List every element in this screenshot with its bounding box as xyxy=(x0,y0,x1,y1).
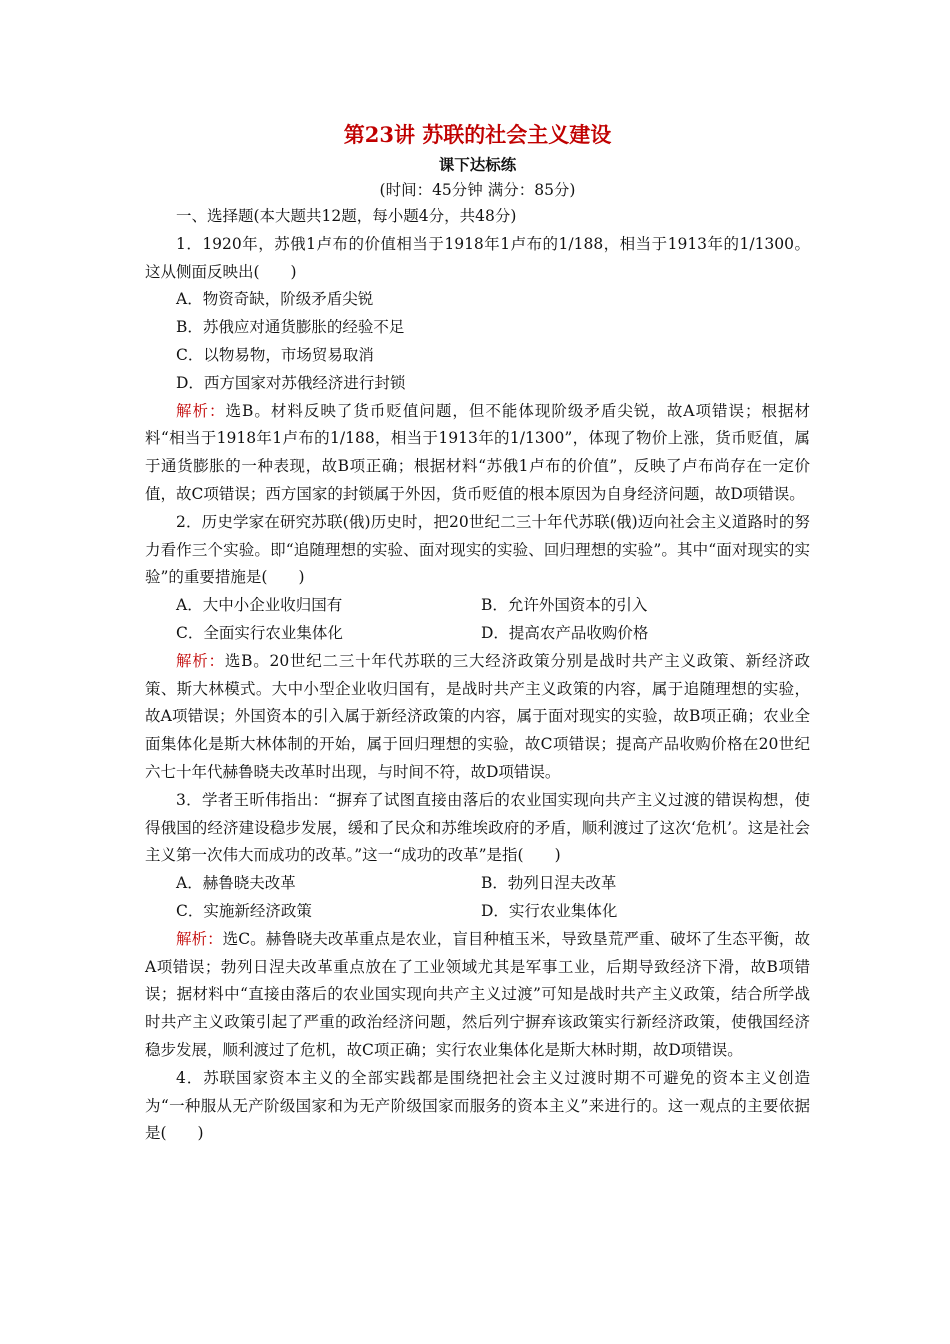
question-option: B．勃列日涅夫改革 xyxy=(481,874,617,893)
question-option: B．苏俄应对通货膨胀的经验不足 xyxy=(176,318,405,337)
option-row xyxy=(145,620,810,648)
analysis-label: 解析： xyxy=(176,651,225,670)
question-option: D．西方国家对苏俄经济进行封锁 xyxy=(176,373,406,392)
analysis-text: 选C。赫鲁晓夫改革重点是农业，盲目种植玉米，导致垦荒严重、破坏了生态平衡，故A项错误；勃列日涅夫改革重点放在了工业领域尤其是军事工业，后期导致经济下滑，故B项错误；据材料中“直接由落后的农业国实现向共产主义过渡”可知是战时共产主义政策，结合所学战时共产主义政策引起了严重的政治经济问题，然后列宁摒弃该政策实行新经济政策，使俄国经济稳步发展，顺利渡过了危机，故C项正确；实行农业集体化是斯大林时期，故D项错误。 xyxy=(145,929,810,1059)
document-page xyxy=(145,118,810,1148)
option-row xyxy=(145,870,810,898)
analysis-label: 解析： xyxy=(176,929,223,948)
analysis-paragraph xyxy=(145,926,810,1065)
question-stem: 1．1920年，苏俄1卢布的价值相当于1918年1卢布的1/188，相当于1913年的1/1300。这从侧面反映出( ) xyxy=(145,234,810,281)
question-option: B．允许外国资本的引入 xyxy=(481,596,648,615)
analysis-paragraph xyxy=(145,398,810,509)
analysis-paragraph xyxy=(145,648,810,787)
question-option: D．提高农产品收购价格 xyxy=(481,623,649,642)
option-row xyxy=(145,898,810,926)
option-row xyxy=(145,592,810,620)
question-option: A．大中小企业收归国有 xyxy=(176,596,343,615)
section-heading: 一、选择题(本大题共12题，每小题4分，共48分) xyxy=(176,207,517,225)
analysis-text: 选B。20世纪二三十年代苏联的三大经济政策分别是战时共产主义政策、新经济政策、斯大林模式。大中小型企业收归国有，是战时共产主义政策的内容，属于追随理想的实验，故A项错误；外国资本的引入属于新经济政策的内容，属于面对现实的实验，故B项正确；农业全面集体化是斯大林体制的开始，属于回归理想的实验，故C项错误；提高产品收购价格在20世纪六七十年代赫鲁晓夫改革时出现，与时间不符，故D项错误。 xyxy=(145,651,810,781)
page-subtitle: 课下达标练 xyxy=(438,155,517,174)
analysis-label: 解析： xyxy=(176,401,226,420)
question-option: C．全面实行农业集体化 xyxy=(176,623,343,642)
question-stem: 3．学者王昕伟指出：“摒弃了试图直接由落后的农业国实现向共产主义过渡的错误构想，使得俄国的经济建设稳步发展，缓和了民众和苏维埃政府的矛盾，顺利渡过了这次‘危机’。这是社会主义第一次伟大而成功的改革。”这一“成功的改革”是指( ) xyxy=(145,790,810,865)
analysis-text: 选B。材料反映了货币贬值问题，但不能体现阶级矛盾尖锐，故A项错误；根据材料“相当于1918年1卢布的1/188，相当于1913年的1/1300”，体现了物价上涨，货币贬值，属于通货膨胀的一种表现，故B项正确；根据材料“苏俄1卢布的价值”，反映了卢布尚存在一定价值，故C项错误；西方国家的封锁属于外因，货币贬值的根本原因为自身经济问题，故D项错误。 xyxy=(145,401,810,503)
question-option: A．赫鲁晓夫改革 xyxy=(176,874,296,893)
question-stem: 2．历史学家在研究苏联(俄)历史时，把20世纪二三十年代苏联(俄)迈向社会主义道路时的努力看作三个实验。即“追随理想的实验、面对现实的实验、回归理想的实验”。其中“面对现实的实验”的重要措施是( ) xyxy=(145,512,810,587)
question-option: C．实施新经济政策 xyxy=(176,901,312,920)
exam-meta: (时间：45分钟 满分：85分) xyxy=(379,181,576,199)
question-option: D．实行农业集体化 xyxy=(481,901,618,920)
question-option: C．以物易物，市场贸易取消 xyxy=(176,345,374,364)
question-stem: 4．苏联国家资本主义的全部实践都是围绕把社会主义过渡时期不可避免的资本主义创造为“一种服从无产阶级国家和为无产阶级国家而服务的资本主义”来进行的。这一观点的主要依据是( ) xyxy=(145,1068,810,1143)
question-option: A．物资奇缺，阶级矛盾尖锐 xyxy=(176,290,374,309)
page-title: 第23讲 苏联的社会主义建设 xyxy=(343,122,612,147)
